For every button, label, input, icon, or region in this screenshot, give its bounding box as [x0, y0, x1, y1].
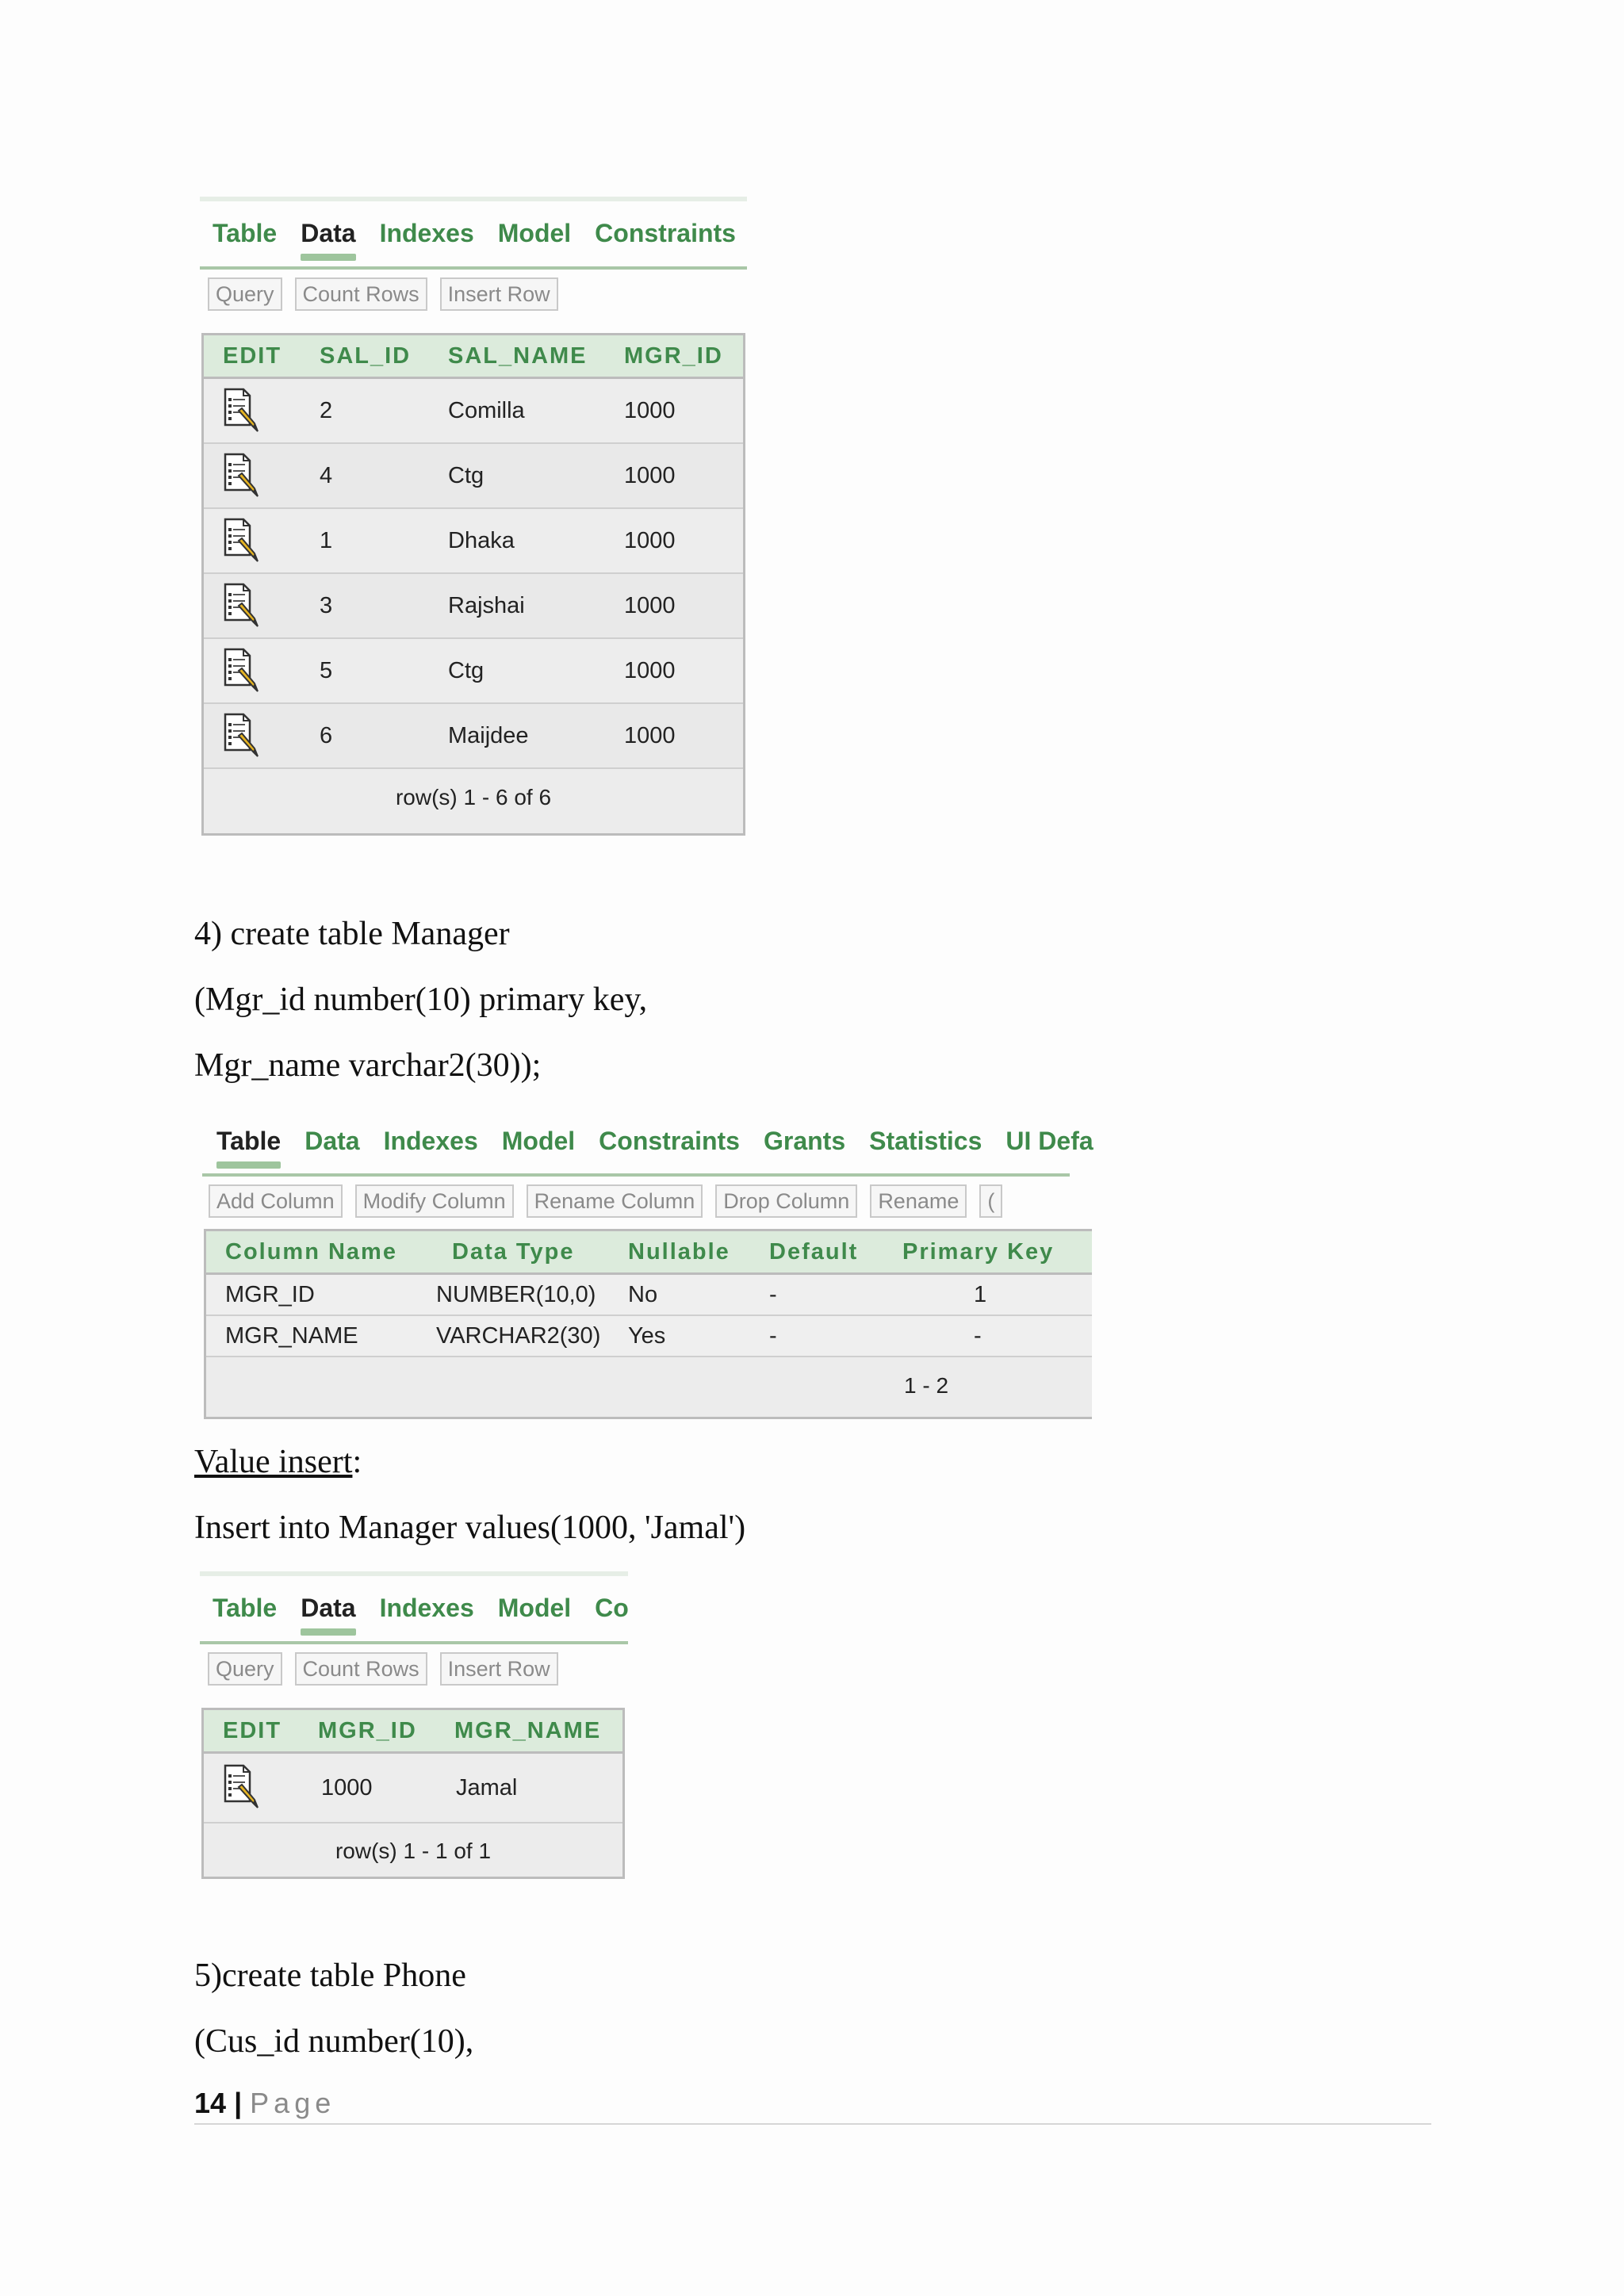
cell-sal-name: Comilla	[448, 398, 525, 423]
grid-rows	[206, 1275, 1092, 1357]
grid-header	[206, 1231, 1092, 1275]
cell-column-name: MGR_NAME	[225, 1323, 358, 1349]
table-row[interactable]	[204, 379, 743, 444]
cell-sal-id: 5	[320, 658, 333, 683]
edit-record-icon[interactable]	[223, 387, 259, 433]
salesperson-data-screenshot	[200, 197, 747, 836]
edit-record-icon[interactable]	[223, 517, 259, 563]
page-footer	[194, 2087, 335, 2120]
tab-indexes[interactable]: Indexes	[383, 1126, 478, 1155]
cell-mgr-id: 1000	[321, 1775, 373, 1800]
tab-indexes[interactable]: Indexes	[379, 218, 474, 247]
cell-mgr-id: 1000	[624, 398, 676, 423]
count-rows-button[interactable]: Count Rows	[295, 1652, 427, 1686]
col-header-default[interactable]: Default	[769, 1239, 859, 1265]
tab-top-line	[200, 1571, 628, 1576]
tab-ui-defaults[interactable]: UI Defa	[1005, 1126, 1094, 1155]
tab-table[interactable]: Table	[216, 1126, 282, 1155]
tab-bar	[200, 1571, 628, 1644]
toolbar	[200, 270, 747, 319]
tab-constraints[interactable]: Constraints	[599, 1126, 740, 1155]
tab-constraints[interactable]: Constraints	[595, 218, 736, 247]
tab-table[interactable]: Table	[213, 1593, 278, 1622]
text-create-phone: 5)create table Phone	[194, 1957, 466, 1994]
drop-column-button[interactable]: Drop Column	[715, 1184, 857, 1218]
table-row[interactable]	[204, 639, 743, 704]
data-grid	[201, 1708, 625, 1879]
table-row[interactable]	[204, 704, 743, 769]
cell-sal-id: 4	[320, 463, 333, 488]
tab-data[interactable]: Data	[301, 1593, 356, 1622]
col-header-sal-name[interactable]: SAL_NAME	[448, 343, 588, 369]
data-grid	[201, 333, 745, 836]
page-separator: |	[234, 2087, 243, 2119]
tab-indexes[interactable]: Indexes	[379, 1593, 474, 1622]
manager-table-structure-screenshot	[202, 1107, 1094, 1419]
col-header-primary-key[interactable]: Primary Key	[902, 1239, 1055, 1265]
count-rows-button[interactable]: Count Rows	[295, 277, 427, 311]
cell-mgr-id: 1000	[624, 658, 676, 683]
cell-mgr-id: 1000	[624, 528, 676, 553]
col-header-mgr-id[interactable]: MGR_ID	[624, 343, 723, 369]
cell-mgr-id: 1000	[624, 593, 676, 618]
cell-sal-id: 1	[320, 528, 333, 553]
tab-grants[interactable]: Grants	[763, 1126, 846, 1155]
cell-default: -	[769, 1282, 777, 1307]
modify-column-button[interactable]: Modify Column	[355, 1184, 514, 1218]
table-row[interactable]	[204, 574, 743, 639]
edit-record-icon[interactable]	[223, 712, 259, 758]
tab-data[interactable]: Data	[301, 218, 356, 247]
tab-underline	[200, 1641, 628, 1644]
cell-sal-name: Rajshai	[448, 593, 525, 618]
page-number: 14	[194, 2087, 227, 2119]
table-row[interactable]	[204, 1754, 622, 1823]
tab-data[interactable]: Data	[304, 1126, 360, 1155]
footer-rule	[194, 2123, 1431, 2125]
truncated-button[interactable]: (	[979, 1184, 1002, 1218]
col-header-mgr-id[interactable]: MGR_ID	[318, 1718, 417, 1743]
text-create-manager: 4) create table Manager	[194, 916, 510, 952]
manager-data-screenshot	[200, 1571, 628, 1879]
tab-model[interactable]: Model	[497, 218, 572, 247]
edit-record-icon[interactable]	[223, 1763, 259, 1809]
tab-model[interactable]: Model	[501, 1126, 576, 1155]
col-header-nullable[interactable]: Nullable	[628, 1239, 730, 1265]
cell-sal-name: Ctg	[448, 658, 485, 683]
grid-header	[204, 1710, 622, 1754]
toolbar	[200, 1644, 628, 1693]
cell-sal-id: 6	[320, 723, 333, 748]
cell-nullable: No	[628, 1282, 658, 1307]
table-row[interactable]	[206, 1316, 1092, 1357]
tab-bar	[200, 197, 747, 270]
tab-bar	[202, 1107, 1094, 1175]
col-header-data-type[interactable]: Data Type	[452, 1239, 575, 1265]
col-header-mgr-name[interactable]: MGR_NAME	[454, 1718, 602, 1743]
cell-mgr-name: Jamal	[456, 1775, 518, 1800]
toolbar	[202, 1175, 1070, 1227]
tab-constraints-truncated[interactable]: Co	[595, 1593, 629, 1622]
cell-primary-key: -	[974, 1323, 982, 1349]
edit-record-icon[interactable]	[223, 647, 259, 693]
rename-column-button[interactable]: Rename Column	[527, 1184, 703, 1218]
query-button[interactable]: Query	[208, 1652, 282, 1686]
text-cus-id-def: (Cus_id number(10),	[194, 2023, 474, 2060]
cell-sal-name: Maijdee	[448, 723, 529, 748]
insert-row-button[interactable]: Insert Row	[440, 1652, 558, 1686]
col-header-column-name[interactable]: Column Name	[225, 1239, 397, 1265]
grid-header	[204, 335, 743, 379]
insert-row-button[interactable]: Insert Row	[440, 277, 558, 311]
tab-model[interactable]: Model	[497, 1593, 572, 1622]
cell-sal-name: Ctg	[448, 463, 485, 488]
pagination-text: 1 - 2	[904, 1373, 949, 1398]
cell-sal-id: 2	[320, 398, 333, 423]
tab-underline	[202, 1173, 1070, 1177]
pagination-text: row(s) 1 - 6 of 6	[395, 785, 552, 809]
cell-sal-id: 3	[320, 593, 333, 618]
col-header-edit: EDIT	[223, 343, 282, 369]
edit-record-icon[interactable]	[223, 582, 259, 628]
cell-nullable: Yes	[628, 1323, 666, 1349]
value-insert-label: Value insert	[194, 1444, 353, 1480]
value-insert-colon: :	[352, 1444, 362, 1480]
tab-underline	[200, 266, 747, 270]
add-column-button[interactable]: Add Column	[209, 1184, 343, 1218]
edit-record-icon[interactable]	[223, 452, 259, 498]
grid-rows	[204, 379, 743, 769]
col-header-sal-id[interactable]: SAL_ID	[320, 343, 412, 369]
cell-primary-key: 1	[974, 1282, 987, 1307]
page-label: Page	[250, 2087, 336, 2119]
text-value-insert-heading	[194, 1443, 362, 1481]
cell-default: -	[769, 1323, 777, 1349]
text-mgr-name-def: Mgr_name varchar2(30));	[194, 1047, 542, 1084]
tab-table[interactable]: Table	[213, 218, 278, 247]
query-button[interactable]: Query	[208, 277, 282, 311]
cell-data-type: VARCHAR2(30)	[436, 1323, 601, 1349]
text-insert-statement: Insert into Manager values(1000, 'Jamal')	[194, 1510, 746, 1546]
col-header-edit: EDIT	[223, 1718, 282, 1743]
grid-rows	[204, 1754, 622, 1823]
table-row[interactable]	[204, 509, 743, 574]
table-row[interactable]	[204, 444, 743, 509]
tab-top-line	[200, 197, 747, 201]
rename-button[interactable]: Rename	[870, 1184, 967, 1218]
structure-grid	[204, 1229, 1092, 1419]
cell-mgr-id: 1000	[624, 463, 676, 488]
text-mgr-id-def: (Mgr_id number(10) primary key,	[194, 982, 648, 1018]
cell-data-type: NUMBER(10,0)	[436, 1282, 596, 1307]
cell-mgr-id: 1000	[624, 723, 676, 748]
cell-sal-name: Dhaka	[448, 528, 515, 553]
cell-column-name: MGR_ID	[225, 1282, 315, 1307]
pagination-text: row(s) 1 - 1 of 1	[335, 1839, 492, 1863]
table-row[interactable]	[206, 1275, 1092, 1316]
tab-statistics[interactable]: Statistics	[869, 1126, 982, 1155]
